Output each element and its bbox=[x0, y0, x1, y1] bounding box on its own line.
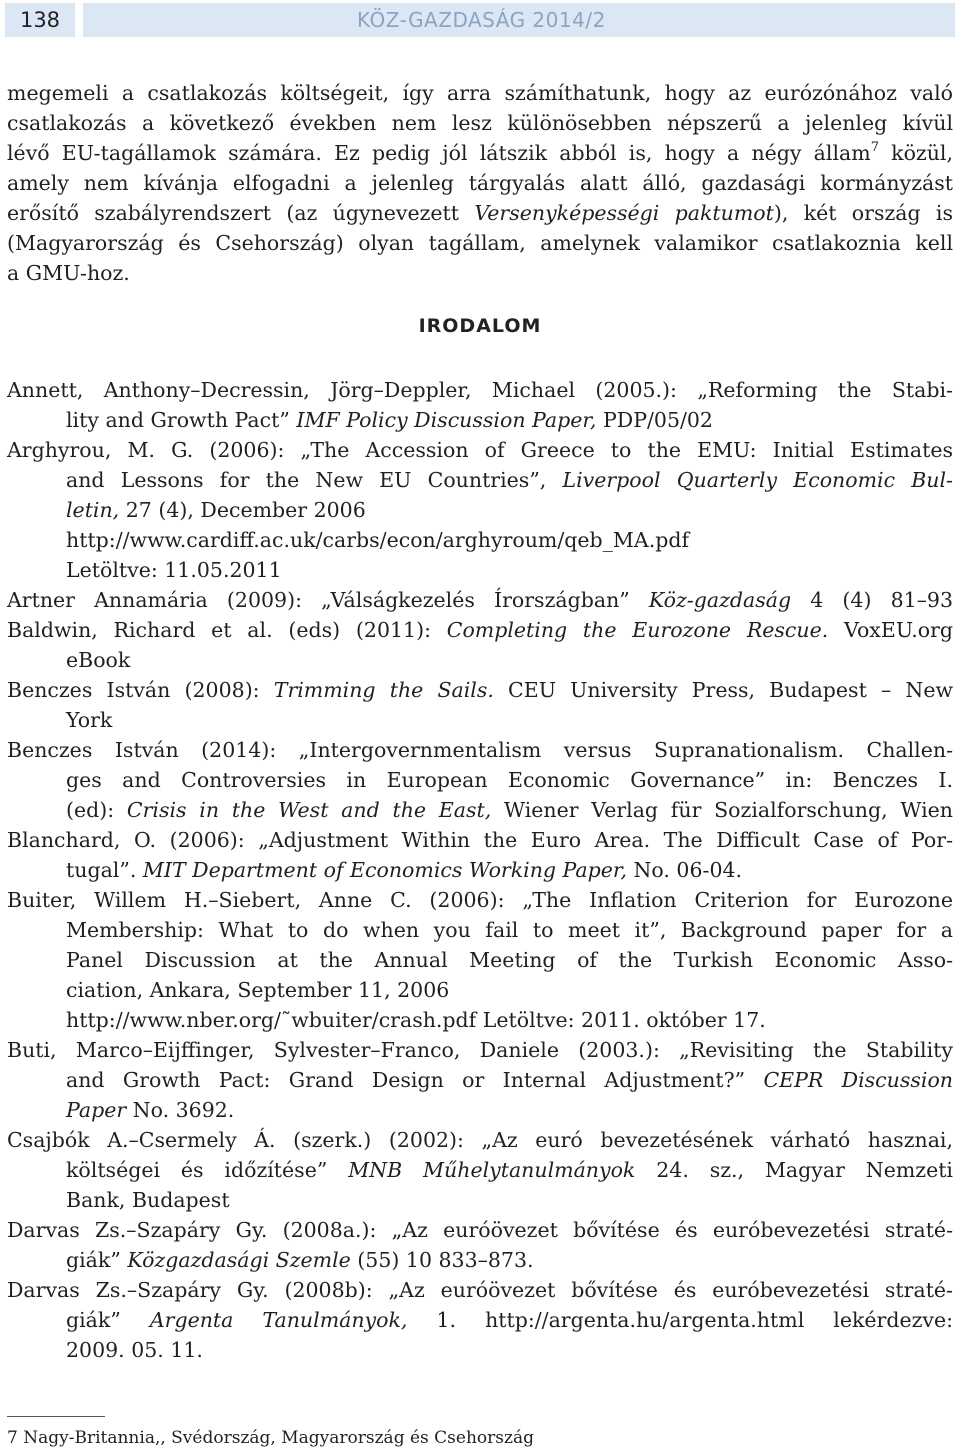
reference-line: 2009. 05. 11. bbox=[66, 1338, 203, 1362]
reference-line: Letöltve: 11.05.2011 bbox=[66, 558, 282, 582]
reference-line: Membership: What to do when you fail to meet it”, Background paper for a bbox=[66, 918, 953, 942]
reference-url: http://www.nber.org/˜wbuiter/crash.pdf Letöltve: 2011. október 17. bbox=[66, 1008, 766, 1032]
page-number: 138 bbox=[5, 3, 75, 37]
reference-line: Buiter, Willem H.–Siebert, Anne C. (2006): „The Inflation Criterion for Eurozone bbox=[7, 888, 953, 912]
reference-line: Annett, Anthony–Decressin, Jörg–Deppler, Michael (2005.): „Reforming the Stabi- bbox=[7, 378, 953, 402]
reference-line: and Lessons for the New EU Countries”, Liverpool Quarterly Economic Bul- bbox=[66, 468, 953, 492]
reference-line: lity and Growth Pact” IMF Policy Discussion Paper, PDP/05/02 bbox=[66, 408, 713, 432]
body-line: amely nem kívánja elfogadni a jelenleg tárgyalás alatt álló, gazdasági kormányzást bbox=[7, 171, 953, 195]
reference-line: Csajbók A.–Csermely Á. (szerk.) (2002): „Az euró bevezetésének várható hasznai, bbox=[7, 1128, 953, 1152]
reference-line: Darvas Zs.–Szapáry Gy. (2008a.): „Az euróövezet bővítése és euróbevezetési straté- bbox=[7, 1218, 953, 1242]
reference-line: giák” Közgazdasági Szemle (55) 10 833–873. bbox=[66, 1248, 534, 1272]
reference-line: and Growth Pact: Grand Design or Internal Adjustment?” CEPR Discussion bbox=[66, 1068, 954, 1092]
reference-line: Blanchard, O. (2006): „Adjustment Within the Euro Area. The Difficult Case of Por- bbox=[7, 828, 953, 852]
reference-line: Panel Discussion at the Annual Meeting of the Turkish Economic Asso- bbox=[66, 948, 953, 972]
reference-line: giák” Argenta Tanulmányok, 1. http://argenta.hu/argenta.html lekérdezve: bbox=[66, 1308, 954, 1332]
reference-line: Benczes István (2008): Trimming the Sails. CEU University Press, Budapest – New bbox=[7, 678, 953, 702]
body-line: erősítő szabályrendszert (az úgynevezett Versenyképességi paktumot), két ország is bbox=[7, 201, 953, 225]
reference-line: Darvas Zs.–Szapáry Gy. (2008b): „Az euróövezet bővítése és euróbevezetési straté- bbox=[7, 1278, 953, 1302]
section-heading: IRODALOM bbox=[418, 315, 542, 337]
body-line: csatlakozás a következő években nem lesz különösebben népszerű a jelenleg kívül bbox=[7, 111, 953, 135]
reference-line: tugal”. MIT Department of Economics Working Paper, No. 06-04. bbox=[66, 858, 743, 882]
reference-url: http://www.cardiff.ac.uk/carbs/econ/arghyroum/qeb_MA.pdf bbox=[66, 528, 690, 552]
footnote: 7 Nagy-Britannia,, Svédország, Magyarország és Csehország bbox=[7, 1428, 534, 1448]
reference-line: Buti, Marco–Eijffinger, Sylvester–Franco, Daniele (2003.): „Revisiting the Stability bbox=[7, 1038, 953, 1062]
reference-line: ciation, Ankara, September 11, 2006 bbox=[66, 978, 450, 1002]
page-header bbox=[0, 0, 960, 42]
reference-line: Artner Annamária (2009): „Válságkezelés Írországban” Köz-gazdaság 4 (4) 81–93 bbox=[7, 588, 953, 612]
journal-title: KÖZ-GAZDASÁG 2014/2 bbox=[357, 8, 606, 32]
reference-line: költségei és időzítése” MNB Műhelytanulmányok 24. sz., Magyar Nemzeti bbox=[66, 1158, 953, 1182]
reference-line: ges and Controversies in European Economic Governance” in: Benczes I. bbox=[66, 768, 953, 792]
body-line: megemeli a csatlakozás költségeit, így arra számíthatunk, hogy az eurózónához való bbox=[7, 81, 953, 105]
reference-line: letin, 27 (4), December 2006 bbox=[66, 498, 366, 522]
body-line: lévő EU-tagállamok számára. Ez pedig jól látszik abból is, hogy a négy állam$^7$ közül, bbox=[7, 140, 954, 165]
body-line: a GMU-hoz. bbox=[7, 261, 130, 285]
reference-line: Bank, Budapest bbox=[66, 1188, 230, 1212]
reference-line: York bbox=[66, 708, 113, 732]
reference-line: eBook bbox=[66, 648, 131, 672]
reference-line: Benczes István (2014): „Intergovernmentalism versus Supranationalism. Challen- bbox=[7, 738, 953, 762]
footnote-rule bbox=[7, 1416, 105, 1417]
reference-line: (ed): Crisis in the West and the East, Wiener Verlag für Sozialforschung, Wien bbox=[66, 798, 953, 822]
body-line: (Magyarország és Csehország) olyan tagállam, amelynek valamikor csatlakoznia kell bbox=[7, 231, 953, 255]
reference-line: Baldwin, Richard et al. (eds) (2011): Completing the Eurozone Rescue. VoxEU.org bbox=[7, 618, 954, 642]
footnote-ref: 7 bbox=[870, 140, 879, 155]
reference-line: Arghyrou, M. G. (2006): „The Accession of Greece to the EMU: Initial Estimates bbox=[7, 438, 953, 462]
journal-title-bar bbox=[83, 3, 955, 37]
reference-line: Paper No. 3692. bbox=[66, 1098, 235, 1122]
